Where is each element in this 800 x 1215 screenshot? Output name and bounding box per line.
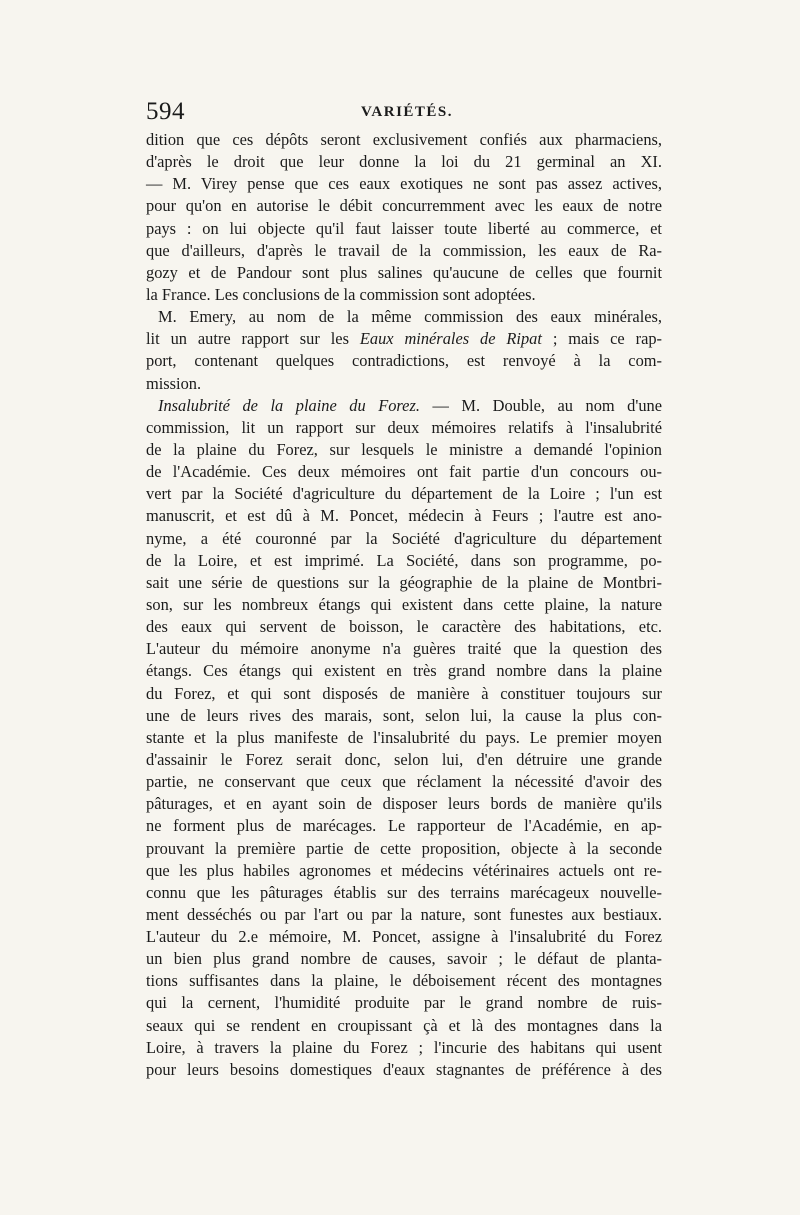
text-line: ne forment plus de marécages. Le rapporteur de l'Académie, en ap-	[146, 816, 662, 836]
text-line: pour leurs besoins domestiques d'eaux stagnantes de préférence à des	[146, 1059, 662, 1079]
text-line: manuscrit, et est dû à M. Poncet, médecin à Feurs ; l'autre est ano-	[146, 506, 662, 526]
text-line: stante et la plus manifeste de l'insalubrité du pays. Le premier moyen	[146, 727, 662, 747]
text-line: connu que les pâturages établis sur des terrains marécageux nouvelle-	[146, 882, 662, 902]
text-line: pâturages, et en ayant soin de disposer leurs bords de manière qu'ils	[146, 794, 662, 814]
text-line: port, contenant quelques contradictions, est renvoyé à la com-	[146, 351, 662, 371]
text-line: de la Loire, et est imprimé. La Société, dans son programme, po-	[146, 550, 662, 570]
text-line: qui la cernent, l'humidité produite par le grand nombre de ruis-	[146, 993, 662, 1013]
text-line: du Forez, et qui sont disposés de manière à constituer toujours sur	[146, 683, 662, 703]
text-line: dition que ces dépôts seront exclusivement confiés aux pharmaciens,	[146, 130, 662, 149]
text-line: d'après le droit que leur donne la loi du 21 germinal an XI.	[146, 152, 662, 172]
italic-phrase: Insalubrité de la plaine du Forez.	[158, 395, 420, 415]
text-line: M. Emery, au nom de la même commission des eaux minérales,	[158, 307, 662, 327]
text-line: sait une série de questions sur la géographie de la plaine de Montbri-	[146, 572, 662, 592]
text-line: L'auteur du mémoire anonyme n'a guères traité que la question des	[146, 639, 662, 659]
text-line: pour qu'on en autorise le débit concurremment avec les eaux de notre	[146, 196, 662, 216]
paragraph	[146, 306, 662, 395]
text-line: de la plaine du Forez, sur lesquels le ministre a demandé l'opinion	[146, 439, 662, 459]
running-head: VARIÉTÉS.	[361, 104, 454, 120]
text-line: — M. Virey pense que ces eaux exotiques ne sont pas assez actives,	[146, 174, 662, 194]
text-line: que les plus habiles agronomes et médecins vétérinaires actuels ont re-	[146, 860, 662, 880]
text-line: partie, ne conservant que ceux que réclament la nécessité d'avoir des	[146, 772, 662, 792]
text-line: gozy et de Pandour sont plus salines qu'aucune de celles que fournit	[146, 262, 662, 282]
text-line: Loire, à travers la plaine du Forez ; l'incurie des habitans qui usent	[146, 1037, 662, 1057]
body-text	[146, 129, 662, 1081]
text-line: Insalubrité de la plaine du Forez. — M. Double, au nom d'une	[158, 395, 663, 415]
text-line: vert par la Société d'agriculture du département de la Loire ; l'un est	[146, 484, 662, 504]
text-line: son, sur les nombreux étangs qui existent dans cette plaine, la nature	[146, 594, 662, 614]
text-line: L'auteur du 2.e mémoire, M. Poncet, assigne à l'insalubrité du Forez	[146, 927, 662, 947]
text-line: étangs. Ces étangs qui existent en très grand nombre dans la plaine	[146, 661, 662, 681]
text-line: un bien plus grand nombre de causes, savoir ; le défaut de planta-	[146, 949, 662, 969]
text-line: que d'ailleurs, d'après le travail de la commission, les eaux de Ra-	[146, 240, 662, 260]
paragraph	[146, 129, 662, 306]
paragraph	[146, 395, 662, 1081]
text-line: d'assainir le Forez serait donc, selon lui, d'en détruire une grande	[146, 749, 662, 769]
text-line: mission.	[146, 373, 202, 393]
page-header	[146, 98, 666, 128]
text-line: nyme, a été couronné par la Société d'agriculture du département	[146, 528, 662, 548]
text-line: tions suffisantes dans la plaine, le déboisement récent des montagnes	[146, 971, 662, 991]
italic-phrase: Eaux minérales de Ripat	[359, 329, 542, 349]
page-number: 594	[146, 98, 185, 125]
text-line: lit un autre rapport sur les Eaux minérales de Ripat ; mais ce rap-	[146, 329, 663, 349]
text-line: commission, lit un rapport sur deux mémoires relatifs à l'insalubrité	[146, 417, 662, 437]
text-line: ment desséchés ou par l'art ou par la nature, sont funestes aux bestiaux.	[146, 904, 662, 924]
text-line: des eaux qui servent de boisson, le caractère des habitations, etc.	[146, 617, 662, 637]
text-line: la France. Les conclusions de la commission sont adoptées.	[146, 284, 536, 304]
text-line: pays : on lui objecte qu'il faut laisser toute liberté au commerce, et	[146, 218, 662, 238]
text-line: de l'Académie. Ces deux mémoires ont fait partie d'un concours ou-	[146, 462, 662, 482]
text-line: une de leurs rives des marais, sont, selon lui, la cause la plus con-	[146, 705, 662, 725]
text-line: seaux qui se rendent en croupissant çà et là des montagnes dans la	[146, 1015, 662, 1035]
text-line: prouvant la première partie de cette proposition, objecte à la seconde	[146, 838, 662, 858]
